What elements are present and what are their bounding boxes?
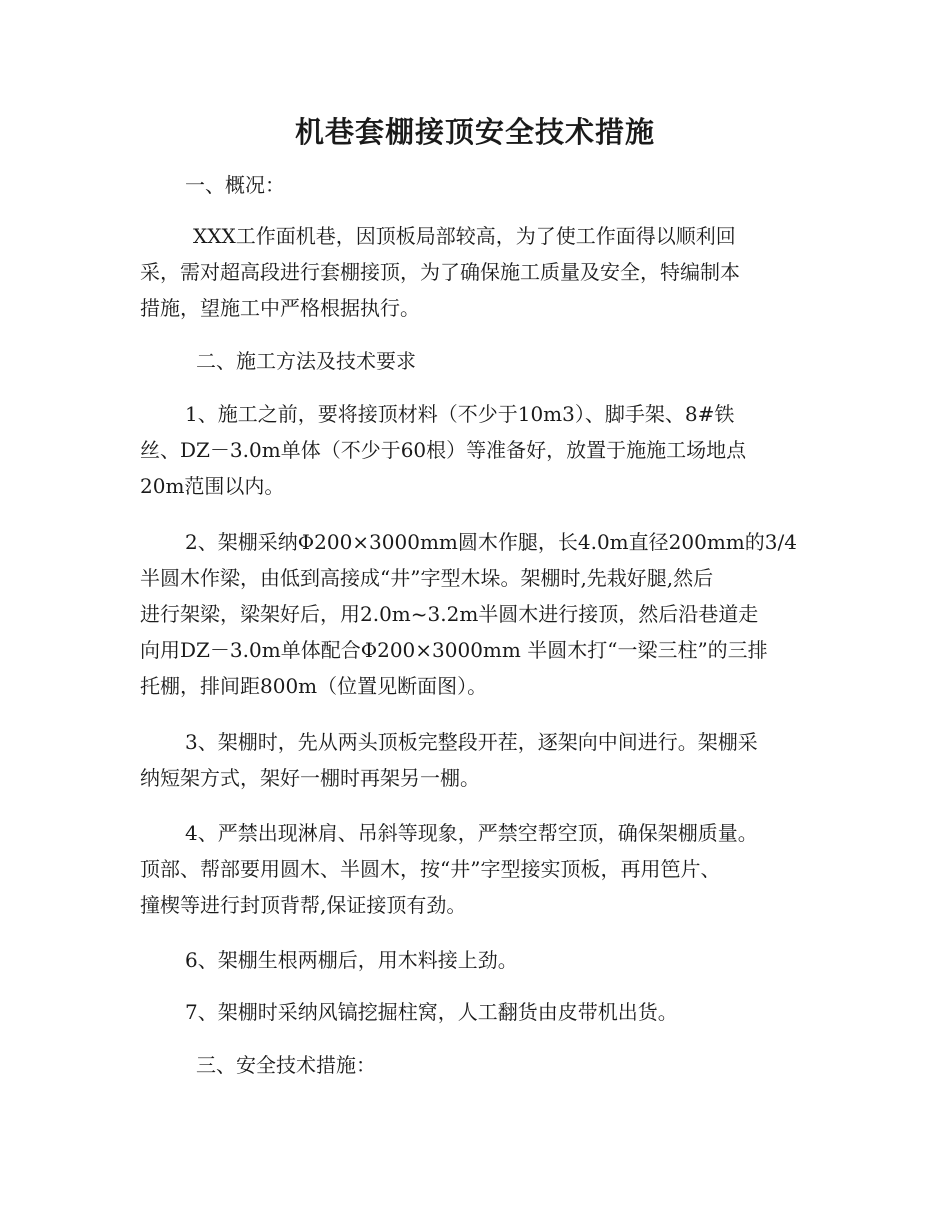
section-heading-method xyxy=(140,343,810,379)
paragraph-overview xyxy=(140,218,810,326)
paragraph-line: 托棚，排间距800m（位置见断面图）。 xyxy=(140,674,488,698)
paragraph-item-1 xyxy=(140,396,810,504)
paragraph-line: 1、施工之前，要将接顶材料（不少于10m3）、脚手架、8#铁 xyxy=(185,402,735,426)
paragraph-line: 3、架棚时，先从两头顶板完整段开茬，逐架向中间进行。架棚采 xyxy=(185,730,758,754)
heading-text: 三、安全技术措施： xyxy=(196,1053,376,1077)
paragraph-line: 6、架棚生根两棚后，用木料接上劲。 xyxy=(185,948,518,972)
paragraph-line: 顶部、帮部要用圆木、半圆木，按“井”字型接实顶板，再用笆片、 xyxy=(140,857,721,881)
paragraph-item-3 xyxy=(140,724,810,796)
paragraph-line: 撞楔等进行封顶背帮,保证接顶有劲。 xyxy=(140,893,467,917)
heading-text: 一、概况： xyxy=(185,173,285,197)
paragraph-item-2 xyxy=(140,524,810,704)
paragraph-line: XXX工作面机巷，因顶板局部较高，为了使工作面得以顺利回 xyxy=(193,224,736,248)
paragraph-line: 20m范围以内。 xyxy=(140,474,285,498)
paragraph-line: 7、架棚时采纳风镐挖掘柱窝，人工翻货由皮带机出货。 xyxy=(185,1000,678,1024)
paragraph-line: 2、架棚采纳Φ200×3000mm圆木作腿，长4.0m直径200mm的3/4 xyxy=(185,530,797,554)
paragraph-line: 纳短架方式，架好一棚时再架另一棚。 xyxy=(140,766,480,790)
paragraph-item-6 xyxy=(140,942,810,978)
document-title: 机巷套棚接顶安全技术措施 xyxy=(294,115,655,149)
paragraph-line: 丝、DZ－3.0m单体（不少于60根）等准备好，放置于施施工场地点 xyxy=(140,438,747,462)
section-heading-safety xyxy=(140,1047,810,1083)
paragraph-line: 向用DZ－3.0m单体配合Φ200×3000mm 半圆木打“一梁三柱”的三排 xyxy=(140,638,768,662)
section-heading-overview xyxy=(140,167,810,203)
paragraph-item-4 xyxy=(140,815,810,923)
paragraph-line: 半圆木作梁，由低到高接成“井”字型木垛。架棚时,先栽好腿,然后 xyxy=(140,566,714,590)
paragraph-line: 措施，望施工中严格根据执行。 xyxy=(140,296,420,320)
paragraph-item-7 xyxy=(140,994,810,1030)
paragraph-line: 进行架梁，梁架好后，用2.0m~3.2m半圆木进行接顶，然后沿巷道走 xyxy=(140,602,759,626)
heading-text: 二、施工方法及技术要求 xyxy=(196,349,416,373)
paragraph-line: 采，需对超高段进行套棚接顶，为了确保施工质量及安全，特编制本 xyxy=(140,260,740,284)
paragraph-line: 4、严禁出现淋肩、吊斜等现象，严禁空帮空顶，确保架棚质量。 xyxy=(185,821,758,845)
